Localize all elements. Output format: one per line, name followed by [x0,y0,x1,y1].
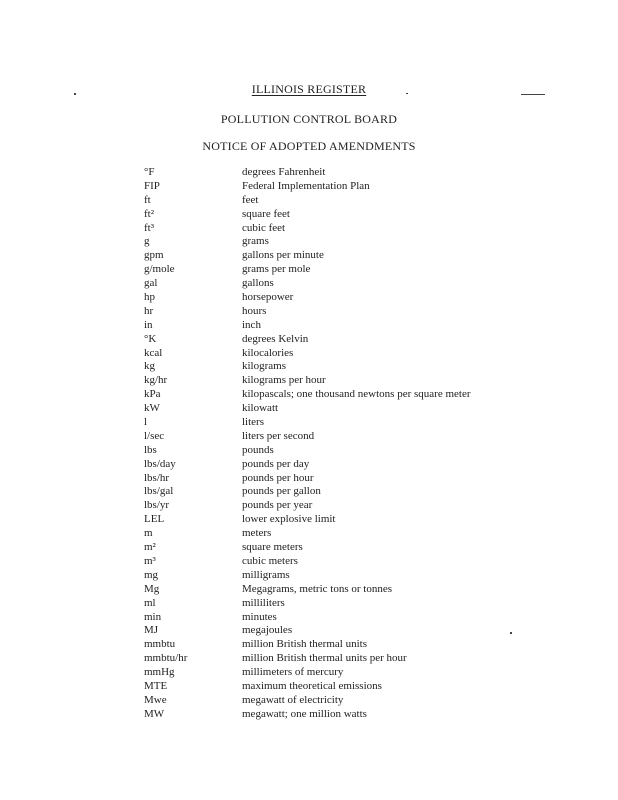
abbreviation-term: mmHg [144,666,175,679]
abbreviation-term: kW [144,402,160,415]
abbreviation-row [144,527,504,541]
abbreviation-term: MW [144,707,165,720]
abbreviation-definition: gallons per minute [242,249,324,262]
abbreviation-row [144,402,504,416]
abbreviation-definition: hours [242,304,267,317]
abbreviation-term: mmbtu/hr [144,652,188,665]
abbreviation-term: m² [144,541,156,554]
abbreviation-definition: liters per second [242,429,315,442]
abbreviation-definition: pounds [242,443,274,456]
abbreviation-definition: lower explosive limit [242,513,336,526]
abbreviation-term: g [144,235,150,248]
abbreviation-term: kg [144,360,155,373]
abbreviation-row [144,458,504,472]
abbreviation-definition: kilopascals; one thousand newtons per square meter [242,388,471,401]
abbreviation-term: LEL [144,513,165,526]
board-title: POLLUTION CONTROL BOARD [220,112,398,126]
abbreviation-term: Mg [144,582,160,595]
abbreviation-definition: gallons [242,277,274,290]
abbreviation-row [144,249,504,263]
abbreviation-row [144,652,504,666]
abbreviation-term: mmbtu [144,638,176,651]
abbreviation-row [144,305,504,319]
abbreviation-definition: cubic feet [242,221,286,234]
register-title: ILLINOIS REGISTER [251,82,367,96]
abbreviation-definition: degrees Kelvin [242,332,309,345]
abbreviation-row [144,194,504,208]
abbreviation-term: m³ [144,554,156,567]
abbreviation-row [144,708,504,722]
abbreviation-term: g/mole [144,263,175,276]
abbreviation-row [144,680,504,694]
abbreviation-definition: Megagrams, metric tons or tonnes [242,582,392,595]
abbreviation-term: ft² [144,207,155,220]
abbreviation-term: °K [144,332,157,345]
abbreviation-term: lbs/day [144,457,176,470]
abbreviation-row [144,222,504,236]
abbreviation-term: MTE [144,679,168,692]
abbreviation-definition: feet [242,193,259,206]
abbreviation-row [144,180,504,194]
abbreviation-row [144,624,504,638]
abbreviation-definition: megawatt of electricity [242,693,344,706]
abbreviation-row [144,416,504,430]
abbreviation-row [144,638,504,652]
abbreviation-row [144,360,504,374]
abbreviation-row [144,472,504,486]
abbreviation-row [144,555,504,569]
abbreviation-definition: meters [242,527,272,540]
abbreviation-row [144,485,504,499]
abbreviation-row [144,291,504,305]
abbreviation-term: FIP [144,179,160,192]
scan-mark [510,632,512,634]
abbreviation-row [144,569,504,583]
abbreviation-term: Mwe [144,693,167,706]
abbreviation-definition: grams [242,235,269,248]
abbreviation-term: in [144,318,153,331]
abbreviation-row [144,444,504,458]
abbreviation-definition: liters [242,416,264,429]
abbreviation-term: kcal [144,346,163,359]
abbreviation-term: m [144,527,153,540]
abbreviation-definition: pounds per day [242,457,310,470]
abbreviation-row [144,694,504,708]
abbreviation-definition: maximum theoretical emissions [242,679,382,692]
abbreviation-definition: million British thermal units [242,638,367,651]
abbreviation-term: l [144,416,148,429]
abbreviation-row [144,263,504,277]
abbreviation-term: ml [144,596,156,609]
abbreviation-definition: million British thermal units per hour [242,652,407,665]
abbreviation-term: mg [144,568,159,581]
abbreviation-definition: pounds per gallon [242,485,321,498]
abbreviation-row [144,277,504,291]
abbreviation-definition: kilowatt [242,402,279,415]
abbreviation-row [144,208,504,222]
abbreviation-definition: kilograms [242,360,286,373]
abbreviation-term: min [144,610,162,623]
abbreviation-row [144,513,504,527]
abbreviation-row [144,374,504,388]
abbreviation-term: hr [144,304,154,317]
abbreviation-row [144,235,504,249]
abbreviation-row [144,319,504,333]
abbreviation-definition: square feet [242,207,290,220]
abbreviation-definition: pounds per hour [242,471,314,484]
abbreviation-term: l/sec [144,429,165,442]
notice-title: NOTICE OF ADOPTED AMENDMENTS [202,139,416,153]
abbreviation-definition: inch [242,318,261,331]
abbreviation-row [144,166,504,180]
abbreviation-row [144,597,504,611]
abbreviation-row [144,333,504,347]
abbreviation-term: ft [144,193,151,206]
abbreviation-row [144,347,504,361]
abbreviation-definition: kilograms per hour [242,374,326,387]
abbreviation-term: MJ [144,624,159,637]
abbreviation-definition: Federal Implementation Plan [242,179,370,192]
abbreviation-definition: millimeters of mercury [242,666,344,679]
abbreviation-term: kPa [144,388,161,401]
abbreviation-term: hp [144,291,155,304]
abbreviation-term: °F [144,166,155,178]
abbreviation-term: lbs/hr [144,471,170,484]
abbreviation-term: gpm [144,249,164,262]
abbreviation-definition: horsepower [242,291,294,304]
abbreviation-term: lbs [144,443,157,456]
abbreviation-definition: megajoules [242,624,293,637]
abbreviation-row [144,541,504,555]
abbreviation-definition: milliliters [242,596,285,609]
abbreviation-row [144,666,504,680]
abbreviation-definition: square meters [242,541,303,554]
abbreviation-term: ft³ [144,221,155,234]
abbreviation-row [144,611,504,625]
abbreviation-row [144,499,504,513]
abbreviation-row [144,388,504,402]
abbreviation-definition: grams per mole [242,263,311,276]
abbreviation-definition: minutes [242,610,277,623]
abbreviation-definition: degrees Fahrenheit [242,166,326,178]
abbreviation-term: lbs/gal [144,485,174,498]
abbreviation-term: lbs/yr [144,499,170,512]
abbreviation-list [144,166,504,722]
abbreviation-row [144,583,504,597]
abbreviation-definition: milligrams [242,568,290,581]
abbreviation-term: gal [144,277,158,290]
abbreviation-definition: kilocalories [242,346,294,359]
abbreviation-row [144,430,504,444]
abbreviation-definition: megawatt; one million watts [242,707,367,720]
abbreviation-definition: pounds per year [242,499,313,512]
abbreviation-term: kg/hr [144,374,168,387]
abbreviation-definition: cubic meters [242,554,298,567]
